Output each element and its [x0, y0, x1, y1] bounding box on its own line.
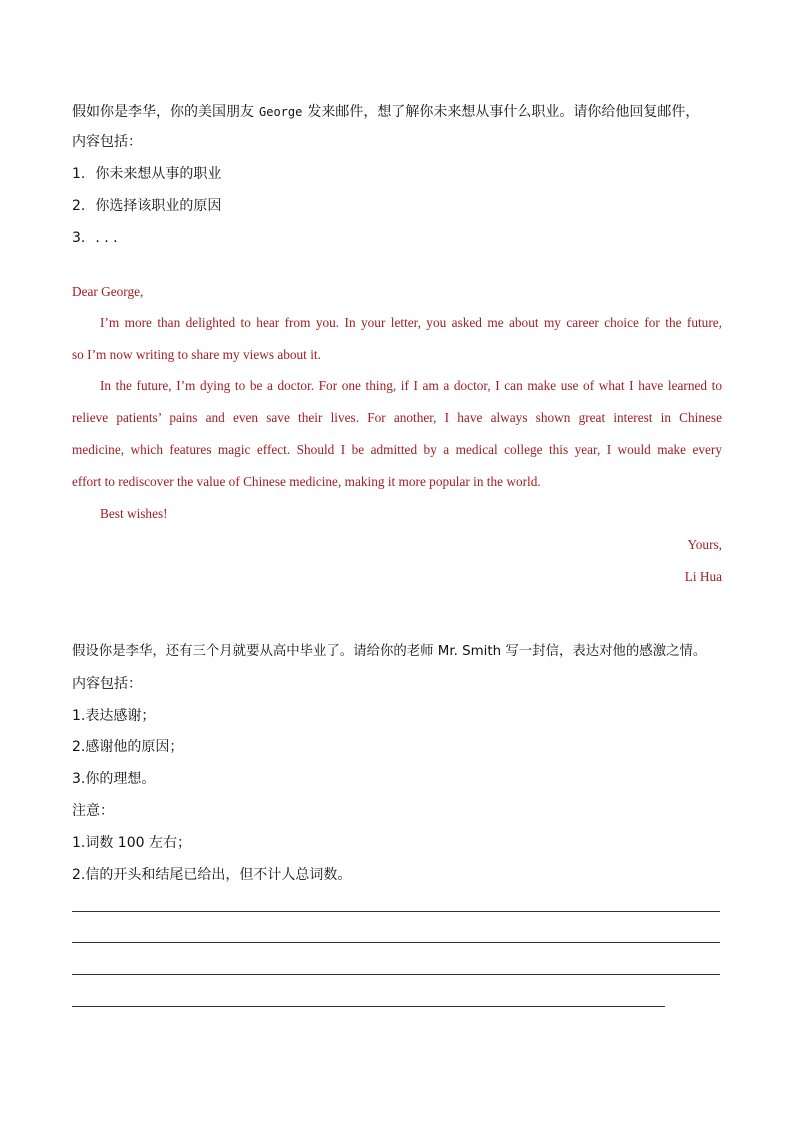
letter-paragraph2-line: In the future, I’m dying to be a doctor. For one thing, if I am a doctor, I can make use of what I have learned to — [100, 378, 722, 393]
task1-item-number: 2. — [72, 198, 86, 214]
letter-closing: Best wishes! — [100, 506, 168, 521]
answer-line[interactable] — [72, 1006, 665, 1007]
task1-item-text: . . . — [95, 230, 118, 246]
task1-list-item — [72, 197, 221, 215]
answer-line[interactable] — [72, 911, 720, 912]
task2-prompt-line1: 假设你是李华，还有三个月就要从高中毕业了。请给你的老师 Mr. Smith 写一封信，表达对他的感激之情。 — [72, 644, 707, 659]
letter-signoff: Yours, — [687, 537, 722, 552]
task2-note-heading: 注意： — [72, 803, 114, 819]
letter-paragraph1-line: I’m more than delighted to hear from you. In your letter, you asked me about my career choice for the future, — [100, 315, 722, 330]
task1-prompt-text-a: 假如你是李华，你的美国朋友 — [72, 104, 254, 120]
letter-paragraph2-line: effort to rediscover the value of Chinese medicine, making it more popular in the world. — [72, 474, 541, 489]
answer-line[interactable] — [72, 942, 720, 943]
task1-prompt-line2: 内容包括： — [72, 134, 142, 150]
task1-prompt-line1 — [72, 103, 699, 121]
task2-list-item: 2.感谢他的原因； — [72, 739, 184, 755]
task1-list-item — [72, 229, 118, 247]
task1-prompt-text-b: 发来邮件，想了解你未来想从事什么职业。请你给他回复邮件， — [307, 104, 700, 120]
task1-item-text: 你未来想从事的职业 — [95, 166, 222, 182]
task1-list-item — [72, 165, 221, 183]
task2-list-item: 1.表达感谢； — [72, 708, 156, 724]
task2-note-item: 1.词数 100 左右； — [72, 835, 191, 851]
letter-paragraph2-line: relieve patients’ pains and even save their lives. For another, I have always shown great interest in Chinese — [72, 410, 722, 425]
answer-line[interactable] — [72, 974, 720, 975]
task1-item-text: 你选择该职业的原因 — [95, 198, 222, 214]
letter-signature: Li Hua — [684, 569, 722, 584]
letter-paragraph1-line: so I’m now writing to share my views about it. — [72, 347, 321, 362]
task1-item-number: 3. — [72, 230, 86, 246]
task1-item-number: 1. — [72, 166, 86, 182]
task2-note-item: 2.信的开头和结尾已给出，但不计人总词数。 — [72, 867, 352, 883]
task2-prompt-line2: 内容包括： — [72, 676, 142, 692]
letter-paragraph2-line: medicine, which features magic effect. Should I be admitted by a medical college this year, I would make every — [72, 442, 722, 457]
task1-prompt-name: George — [259, 105, 303, 119]
letter-salutation: Dear George, — [72, 284, 144, 299]
task2-list-item: 3.你的理想。 — [72, 771, 156, 787]
